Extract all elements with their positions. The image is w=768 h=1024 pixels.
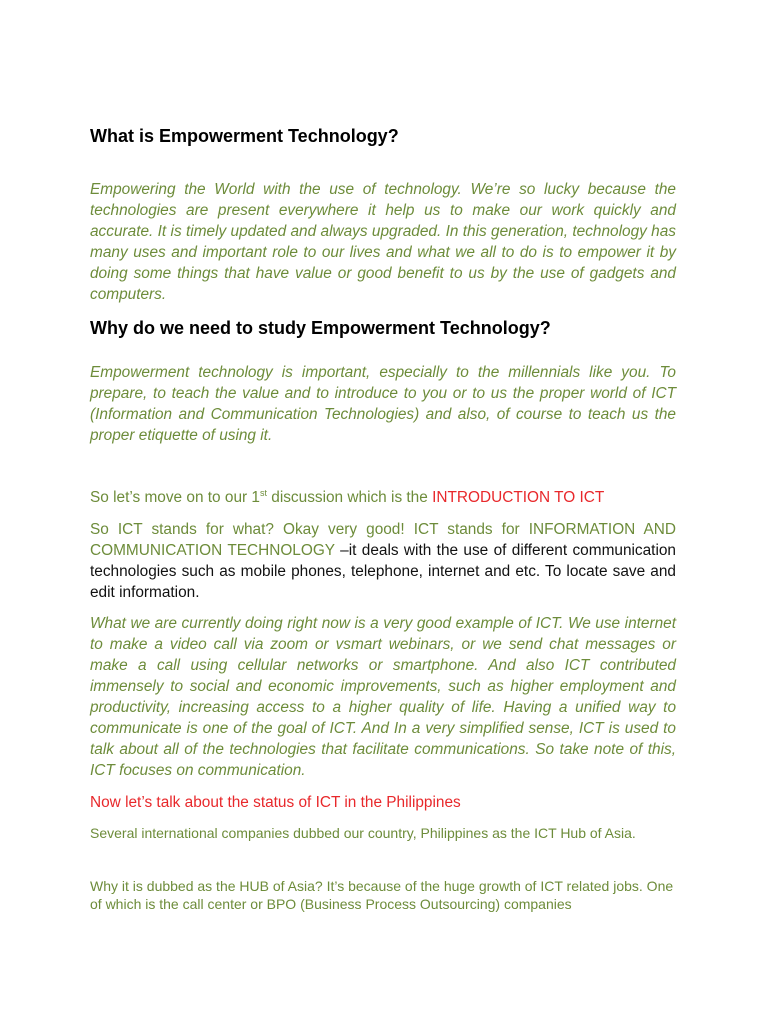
ordinal-suffix: st [259,487,267,498]
paragraph-intro-ict [90,487,676,508]
paragraph-ict-status-heading: Now let’s talk about the status of ICT in the Philippines [90,794,461,811]
definition-green-text: So ICT stands for what? Okay very good! ICT stands for INFORMATION AND COMMUNICATION TECHNOLOGY [90,521,676,559]
paragraph-ict-definition [90,519,676,603]
heading-why-study: Why do we need to study Empowerment Technology? [90,318,551,338]
definition-black-text: –it deals with the use of different communication technologies such as mobile phones, telephone, internet and etc. To locate save and edit information. [90,542,676,601]
intro-mid-text: discussion which is the [266,489,433,506]
paragraph-ict-example: What we are currently doing right now is a very good example of ICT. We use internet to make a video call via zoom or vsmart webinars, or we send chat messages or make a call using cellular networks or smartphone. And also ICT contributed immensely to social and economic improvements, such as higher employment and productivity, increasing access to a higher quality of life. Having a unified way to communicate is one of the goal of ICT. And In a very simplified sense, ICT is used to talk about all of the technologies that facilitate communications. So take note of this, ICT focuses on communication. [90,615,676,779]
paragraph-hub-reason: Why it is dubbed as the HUB of Asia? It’s because of the huge growth of ICT related jobs. One of which is the call center or BPO (Business Process Outsourcing) companies [90,878,674,912]
paragraph-what-is: Empowering the World with the use of technology. We’re so lucky because the technologies are present everywhere it help us to make our work quickly and accurate. It is timely updated and always upgraded. In this generation, technology has many uses and important role to our lives and what we all to do is to empower it by doing some things that have value or good benefit to us by the use of gadgets and computers. [90,181,676,303]
paragraph-ict-hub: Several international companies dubbed our country, Philippines as the ICT Hub of Asia. [90,825,636,841]
intro-topic-text: INTRODUCTION TO ICT [432,489,605,506]
intro-lead-text: So let’s move on to our 1 [90,489,260,506]
paragraph-why-study: Empowerment technology is important, especially to the millennials like you. To prepare, to teach the value and to introduce to you or to us the proper world of ICT (Information and Communication Technologies) and also, of course to teach us the proper etiquette of using it. [90,364,676,444]
heading-what-is: What is Empowerment Technology? [90,126,399,146]
